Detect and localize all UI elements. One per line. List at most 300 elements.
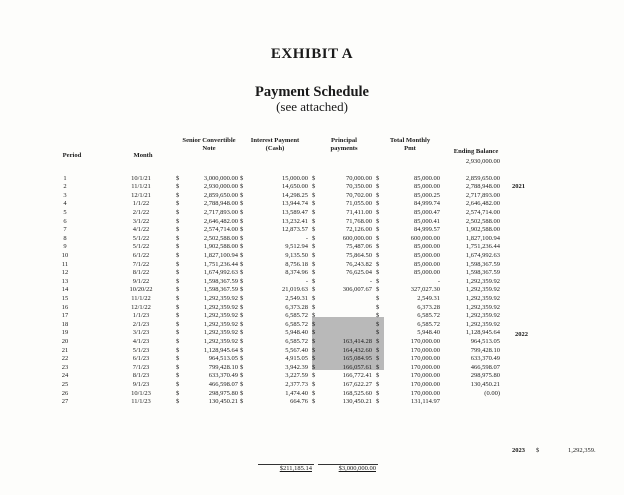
cell-ending: 298,975.80 [470,372,500,380]
cell-period: 22 [61,355,69,363]
dollar-sign: $ [312,398,316,406]
cell-total: 170,000.00 [410,372,440,380]
dollar-sign: $ [176,295,180,302]
cell-ending: 130,450.21 [470,381,500,388]
cell-total: 170,000.00 [410,346,440,354]
cell-month: 11/1/21 [131,183,151,191]
cell-month: 6/1/22 [132,252,150,259]
cell-interest: - [305,234,308,242]
cell-period: 6 [63,217,67,225]
dollar-sign: $ [376,389,380,397]
cell-period: 4 [63,200,67,208]
cell-note: 2,859,650.00 [203,191,238,199]
cell-period: 12 [61,269,69,277]
cell-month: 5/1/22 [132,234,150,242]
cell-ending: 2,717,893.00 [465,191,500,199]
cell-total: 5,948.40 [417,329,440,337]
dollar-sign: $ [376,277,380,285]
cell-principal: - [369,277,372,285]
dollar-sign: $ [176,234,180,242]
dollar-sign: $ [312,346,316,354]
cell-interest: 5,567.40 [285,346,308,354]
cell-principal: 166,057.61 [342,363,372,371]
dollar-sign: $ [312,200,316,208]
cell-total: 85,000.25 [414,191,440,199]
header-interest: Interest Payment (Cash) [250,137,300,152]
cell-note: 2,502,588.00 [203,234,238,242]
cell-period: 3 [63,191,67,199]
dollar-sign: $ [240,389,244,397]
cell-note: 1,674,992.63 [203,269,238,277]
dollar-sign: $ [240,243,244,251]
dollar-sign: $ [176,286,180,294]
dollar-sign: $ [312,363,316,371]
cell-ending: 1,598,367.59 [465,269,500,277]
dollar-sign: $ [312,303,316,311]
cell-interest: 13,589.47 [282,209,308,216]
dollar-sign: $ [176,346,180,354]
dollar-sign: $ [376,174,380,182]
cell-total: - [437,277,440,285]
cell-total: 85,000.00 [414,243,440,251]
cell-principal: 70,702.00 [346,191,372,199]
year-2022-label: 2022 [515,331,528,338]
cell-note: 3,000,000.00 [203,174,238,182]
cell-interest: 13,232.41 [282,217,308,225]
cell-total: 170,000.00 [410,355,440,363]
dollar-sign: $ [312,381,316,388]
cell-period: 1 [63,174,67,182]
cell-total: 6,585.72 [417,320,440,328]
dollar-sign: $ [176,355,180,363]
dollar-sign: $ [176,363,180,371]
cell-note: 1,827,100.94 [203,252,238,259]
cell-ending: 2,574,714.00 [465,209,500,216]
cell-ending: 1,292,359.92 [465,312,500,320]
cell-principal: 71,055.00 [346,200,372,208]
dollar-sign: $ [376,191,380,199]
cell-period: 18 [61,320,69,328]
cell-interest: 14,650.00 [282,183,308,191]
dollar-sign: $ [376,329,380,337]
cell-period: 19 [61,329,69,337]
cell-principal: 130,450.21 [342,398,372,406]
cell-interest: 6,373.28 [285,303,308,311]
dollar-sign: $ [240,183,244,191]
schedule-title: Payment Schedule [255,84,369,100]
cell-period: 11 [61,260,69,268]
cell-ending: 1,751,236.44 [465,243,500,251]
dollar-sign: $ [176,372,180,380]
cell-period: 8 [63,234,67,242]
cell-total: 85,000.41 [414,217,440,225]
cell-principal: 76,625.04 [346,269,372,277]
dollar-sign: $ [376,243,380,251]
dollar-sign: $ [240,303,244,311]
cell-ending: 2,646,482.00 [465,200,500,208]
cell-period: 17 [61,312,69,320]
dollar-sign: $ [240,174,244,182]
cell-ending: 1,598,367.59 [465,260,500,268]
cell-month: 5/1/22 [132,243,150,251]
cell-interest: 14,298.25 [282,191,308,199]
cell-month: 1/1/23 [132,312,150,320]
cell-interest: 3,227.59 [285,372,308,380]
dollar-sign: $ [176,252,180,259]
cell-interest: 4,915.05 [285,355,308,363]
cell-ending: 1,128,945.64 [465,329,500,337]
cell-month: 8/1/23 [132,372,150,380]
cell-principal: 166,772.41 [342,372,372,380]
cell-month: 2/1/23 [132,320,150,328]
cell-month: 3/1/23 [132,329,150,337]
cell-period: 27 [61,398,69,406]
dollar-sign: $ [176,200,180,208]
cell-note: 2,646,482.00 [203,217,238,225]
cell-total: 6,373.28 [417,303,440,311]
cell-ending: 2,502,588.00 [465,217,500,225]
dollar-sign: $ [376,295,380,302]
dollar-sign: $ [240,295,244,302]
dollar-sign: $ [312,312,316,320]
cell-total: 85,000.00 [414,269,440,277]
cell-ending: 964,513.05 [470,338,500,345]
dollar-sign: $ [376,355,380,363]
cell-ending: 799,428.10 [470,346,500,354]
dollar-sign: $ [376,226,380,234]
cell-interest: 2,377.73 [285,381,308,388]
dollar-sign: $ [240,312,244,320]
cell-note: 1,292,359.92 [203,312,238,320]
dollar-sign: $ [376,269,380,277]
dollar-sign: $ [376,346,380,354]
cell-period: 24 [61,372,69,380]
cell-principal: 70,000.00 [346,174,372,182]
dollar-sign: $ [240,269,244,277]
dollar-sign: $ [176,338,180,345]
dollar-sign: $ [240,286,244,294]
cell-total: 131,114.97 [410,398,440,406]
cell-interest: 3,942.39 [285,363,308,371]
dollar-sign: $ [176,269,180,277]
cell-period: 23 [61,363,69,371]
cell-ending: 1,674,992.63 [465,252,500,259]
cell-period: 13 [61,277,69,285]
schedule-note: (see attached) [276,99,348,114]
cell-month: 2/1/22 [132,209,150,216]
cell-ending: 466,598.07 [470,363,500,371]
cell-ending: 2,788,948.00 [465,183,500,191]
cell-principal: 168,525.60 [342,389,372,397]
cell-ending: 2,859,650.00 [465,174,500,182]
cell-period: 2 [63,183,67,191]
cell-note: 2,930,000.00 [203,183,238,191]
cell-ending: 633,370.49 [470,355,500,363]
dollar-sign: $ [176,209,180,216]
cell-month: 12/1/21 [131,191,151,199]
cell-ending: 1,902,588.00 [465,226,500,234]
cell-period: 20 [61,338,69,345]
cell-interest: 664.76 [290,398,308,406]
cell-note: 1,902,588.00 [203,243,238,251]
dollar-sign: $ [312,320,316,328]
cell-interest: 6,585.72 [285,338,308,345]
cell-principal: 164,432.60 [342,346,372,354]
cell-note: 2,788,948.00 [203,200,238,208]
dollar-sign: $ [240,372,244,380]
cell-ending: (0.00) [484,389,500,397]
cell-interest: 8,374.96 [285,269,308,277]
dollar-sign: $ [312,269,316,277]
dollar-sign: $ [376,217,380,225]
cell-total: 327,027.30 [410,286,440,294]
dollar-sign: $ [376,260,380,268]
cell-period: 25 [61,381,69,388]
cell-interest: 6,585.72 [285,312,308,320]
cell-total: 170,000.00 [410,363,440,371]
header-month: Month [133,152,153,159]
cell-period: 7 [63,226,67,234]
cell-month: 9/1/23 [132,381,150,388]
cell-total: 85,000.00 [414,183,440,191]
cell-ending: 1,292,359.92 [465,286,500,294]
cell-interest: 12,873.57 [282,226,308,234]
cell-note: 1,292,359.92 [203,295,238,302]
cell-period: 14 [61,286,69,294]
dollar-sign: $ [376,252,380,259]
dollar-sign: $ [176,174,180,182]
dollar-sign: $ [176,183,180,191]
dollar-sign: $ [312,183,316,191]
cell-note: 130,450.21 [208,398,238,406]
cell-total: 170,000.00 [410,338,440,345]
cell-month: 10/20/22 [129,286,153,294]
cell-period: 5 [63,209,67,216]
dollar-sign: $ [176,260,180,268]
cell-principal: 72,126.00 [346,226,372,234]
cell-principal: 165,084.95 [342,355,372,363]
dollar-sign: $ [312,226,316,234]
cell-month: 7/1/22 [132,260,150,268]
dollar-sign: $ [240,355,244,363]
dollar-sign: $ [376,363,380,371]
cell-month: 10/1/21 [131,174,151,182]
header-note: Senior Convertible Note [182,137,236,152]
cell-principal: 600,000.00 [342,234,372,242]
dollar-sign: $ [176,329,180,337]
dollar-sign: $ [376,320,380,328]
cell-month: 12/1/22 [131,303,151,311]
year-2021-label: 2021 [512,183,525,190]
cell-principal: 70,350.00 [346,183,372,191]
cell-interest: 8,756.18 [285,260,308,268]
cell-ending: 1,292,359.92 [465,277,500,285]
cell-note: 1,292,359.92 [203,320,238,328]
dollar-sign: $ [240,234,244,242]
cell-principal: 163,414.28 [342,338,372,345]
header-ending: Ending Balance [453,148,499,155]
dollar-sign: $ [312,286,316,294]
dollar-sign: $ [240,200,244,208]
dollar-sign: $ [312,191,316,199]
cell-total: 84,999.74 [414,200,440,208]
dollar-sign: $ [176,277,180,285]
cell-interest: 1,474.40 [285,389,308,397]
cell-total: 85,000.00 [414,260,440,268]
cell-total: 84,999.57 [414,226,440,234]
dollar-sign: $ [376,372,380,380]
cell-note: 1,292,359.92 [203,338,238,345]
dollar-sign: $ [312,389,316,397]
cell-principal: 167,622.27 [342,381,372,388]
cell-interest: 9,135.50 [285,252,308,259]
dollar-sign: $ [176,243,180,251]
cell-period: 9 [63,243,67,251]
dollar-sign: $ [176,389,180,397]
dollar-sign: $ [240,191,244,199]
dollar-sign: $ [176,381,180,388]
dollar-sign: $ [376,183,380,191]
dollar-sign: $ [376,381,380,388]
cell-note: 1,128,945.64 [203,346,238,354]
dollar-sign: $ [176,217,180,225]
cell-principal: 75,864.50 [346,252,372,259]
dollar-sign: $ [176,312,180,320]
cell-interest: 5,948.40 [285,329,308,337]
cell-month: 3/1/22 [132,217,150,225]
dollar-sign: $ [312,209,316,216]
cell-ending: 1,292,359.92 [465,320,500,328]
cell-note: 799,428.10 [208,363,238,371]
dollar-sign: $ [176,303,180,311]
cell-month: 4/1/22 [132,226,150,234]
dollar-sign: $ [240,217,244,225]
dollar-sign: $ [312,252,316,259]
dollar-sign: $ [312,277,316,285]
dollar-sign: $ [240,363,244,371]
cell-total: 85,000.47 [414,209,440,216]
dollar-sign: $ [376,200,380,208]
cell-principal: 76,243.82 [346,260,372,268]
dollar-sign: $ [240,338,244,345]
dollar-sign: $ [312,174,316,182]
cell-note: 1,292,359.92 [203,303,238,311]
dollar-sign: $ [312,338,316,345]
dollar-sign: $ [240,329,244,337]
cell-ending: 1,292,359.92 [465,295,500,302]
cell-month: 7/1/23 [132,363,150,371]
cell-note: 466,598.07 [208,381,238,388]
dollar-sign: $ [376,234,380,242]
dollar-sign: $ [240,209,244,216]
dollar-sign: $ [312,355,316,363]
year-2023-label: 2023 [512,447,525,454]
cell-interest: 2,549.31 [285,295,308,302]
cell-total: 85,000.00 [414,174,440,182]
dollar-sign: $ [312,234,316,242]
dollar-sign: $ [312,329,316,337]
dollar-sign: $ [376,398,380,406]
cell-month: 8/1/22 [132,269,150,277]
year-2023-dollar: $ [536,447,540,454]
cell-interest: 9,512.94 [285,243,308,251]
year-2023-amount: 1,292,359. [568,447,596,454]
dollar-sign: $ [240,320,244,328]
header-total: Total Monthly Pmt [389,137,431,152]
cell-period: 15 [61,295,69,302]
cell-period: 16 [61,303,69,311]
dollar-sign: $ [176,320,180,328]
dollar-sign: $ [312,295,316,302]
cell-principal: 306,007.67 [342,286,372,294]
cell-total: 6,585.72 [417,312,440,320]
cell-total: 600,000.00 [410,234,440,242]
cell-total: 170,000.00 [410,381,440,388]
cell-note: 1,598,367.59 [203,286,238,294]
cell-note: 1,292,359.92 [203,329,238,337]
dollar-sign: $ [240,381,244,388]
cell-month: 11/1/23 [131,398,151,406]
dollar-sign: $ [240,346,244,354]
cell-month: 1/1/22 [132,200,150,208]
dollar-sign: $ [240,260,244,268]
cell-note: 2,717,893.00 [203,209,238,216]
dollar-sign: $ [376,209,380,216]
opening-balance: 2,930,000.00 [465,158,500,165]
cell-month: 4/1/23 [132,338,150,345]
dollar-sign: $ [240,277,244,285]
dollar-sign: $ [176,398,180,406]
dollar-sign: $ [176,226,180,234]
cell-note: 1,751,236.44 [203,260,238,268]
cell-period: 26 [61,389,69,397]
dollar-sign: $ [240,252,244,259]
exhibit-title: EXHIBIT A [270,46,354,62]
cell-note: 298,975.80 [208,389,238,397]
cell-note: 2,574,714.00 [203,226,238,234]
cell-principal: 75,487.06 [346,243,372,251]
header-principal: Principal payments [330,137,358,152]
dollar-sign: $ [312,243,316,251]
interest-total: $211,185.14 [279,465,312,472]
cell-total: 85,000.00 [414,252,440,259]
cell-interest: 21,019.63 [282,286,308,294]
header-period: Period [62,152,82,159]
cell-period: 21 [61,346,69,354]
cell-note: 633,370.49 [208,372,238,380]
cell-note: 1,598,367.59 [203,277,238,285]
cell-ending: 1,292,359.92 [465,303,500,311]
cell-note: 964,513.05 [208,355,238,363]
dollar-sign: $ [312,217,316,225]
cell-interest: - [305,277,308,285]
cell-principal: 71,768.00 [346,217,372,225]
dollar-sign: $ [312,372,316,380]
dollar-sign: $ [376,312,380,320]
cell-month: 10/1/23 [131,389,151,397]
dollar-sign: $ [376,303,380,311]
cell-month: 5/1/23 [132,346,150,354]
cell-total: 2,549.31 [417,295,440,302]
dollar-sign: $ [240,226,244,234]
cell-principal: 71,411.00 [346,209,372,216]
cell-interest: 6,585.72 [285,320,308,328]
cell-period: 10 [61,252,69,259]
dollar-sign: $ [240,398,244,406]
dollar-sign: $ [312,260,316,268]
cell-interest: 13,944.74 [282,200,308,208]
cell-month: 6/1/23 [132,355,150,363]
